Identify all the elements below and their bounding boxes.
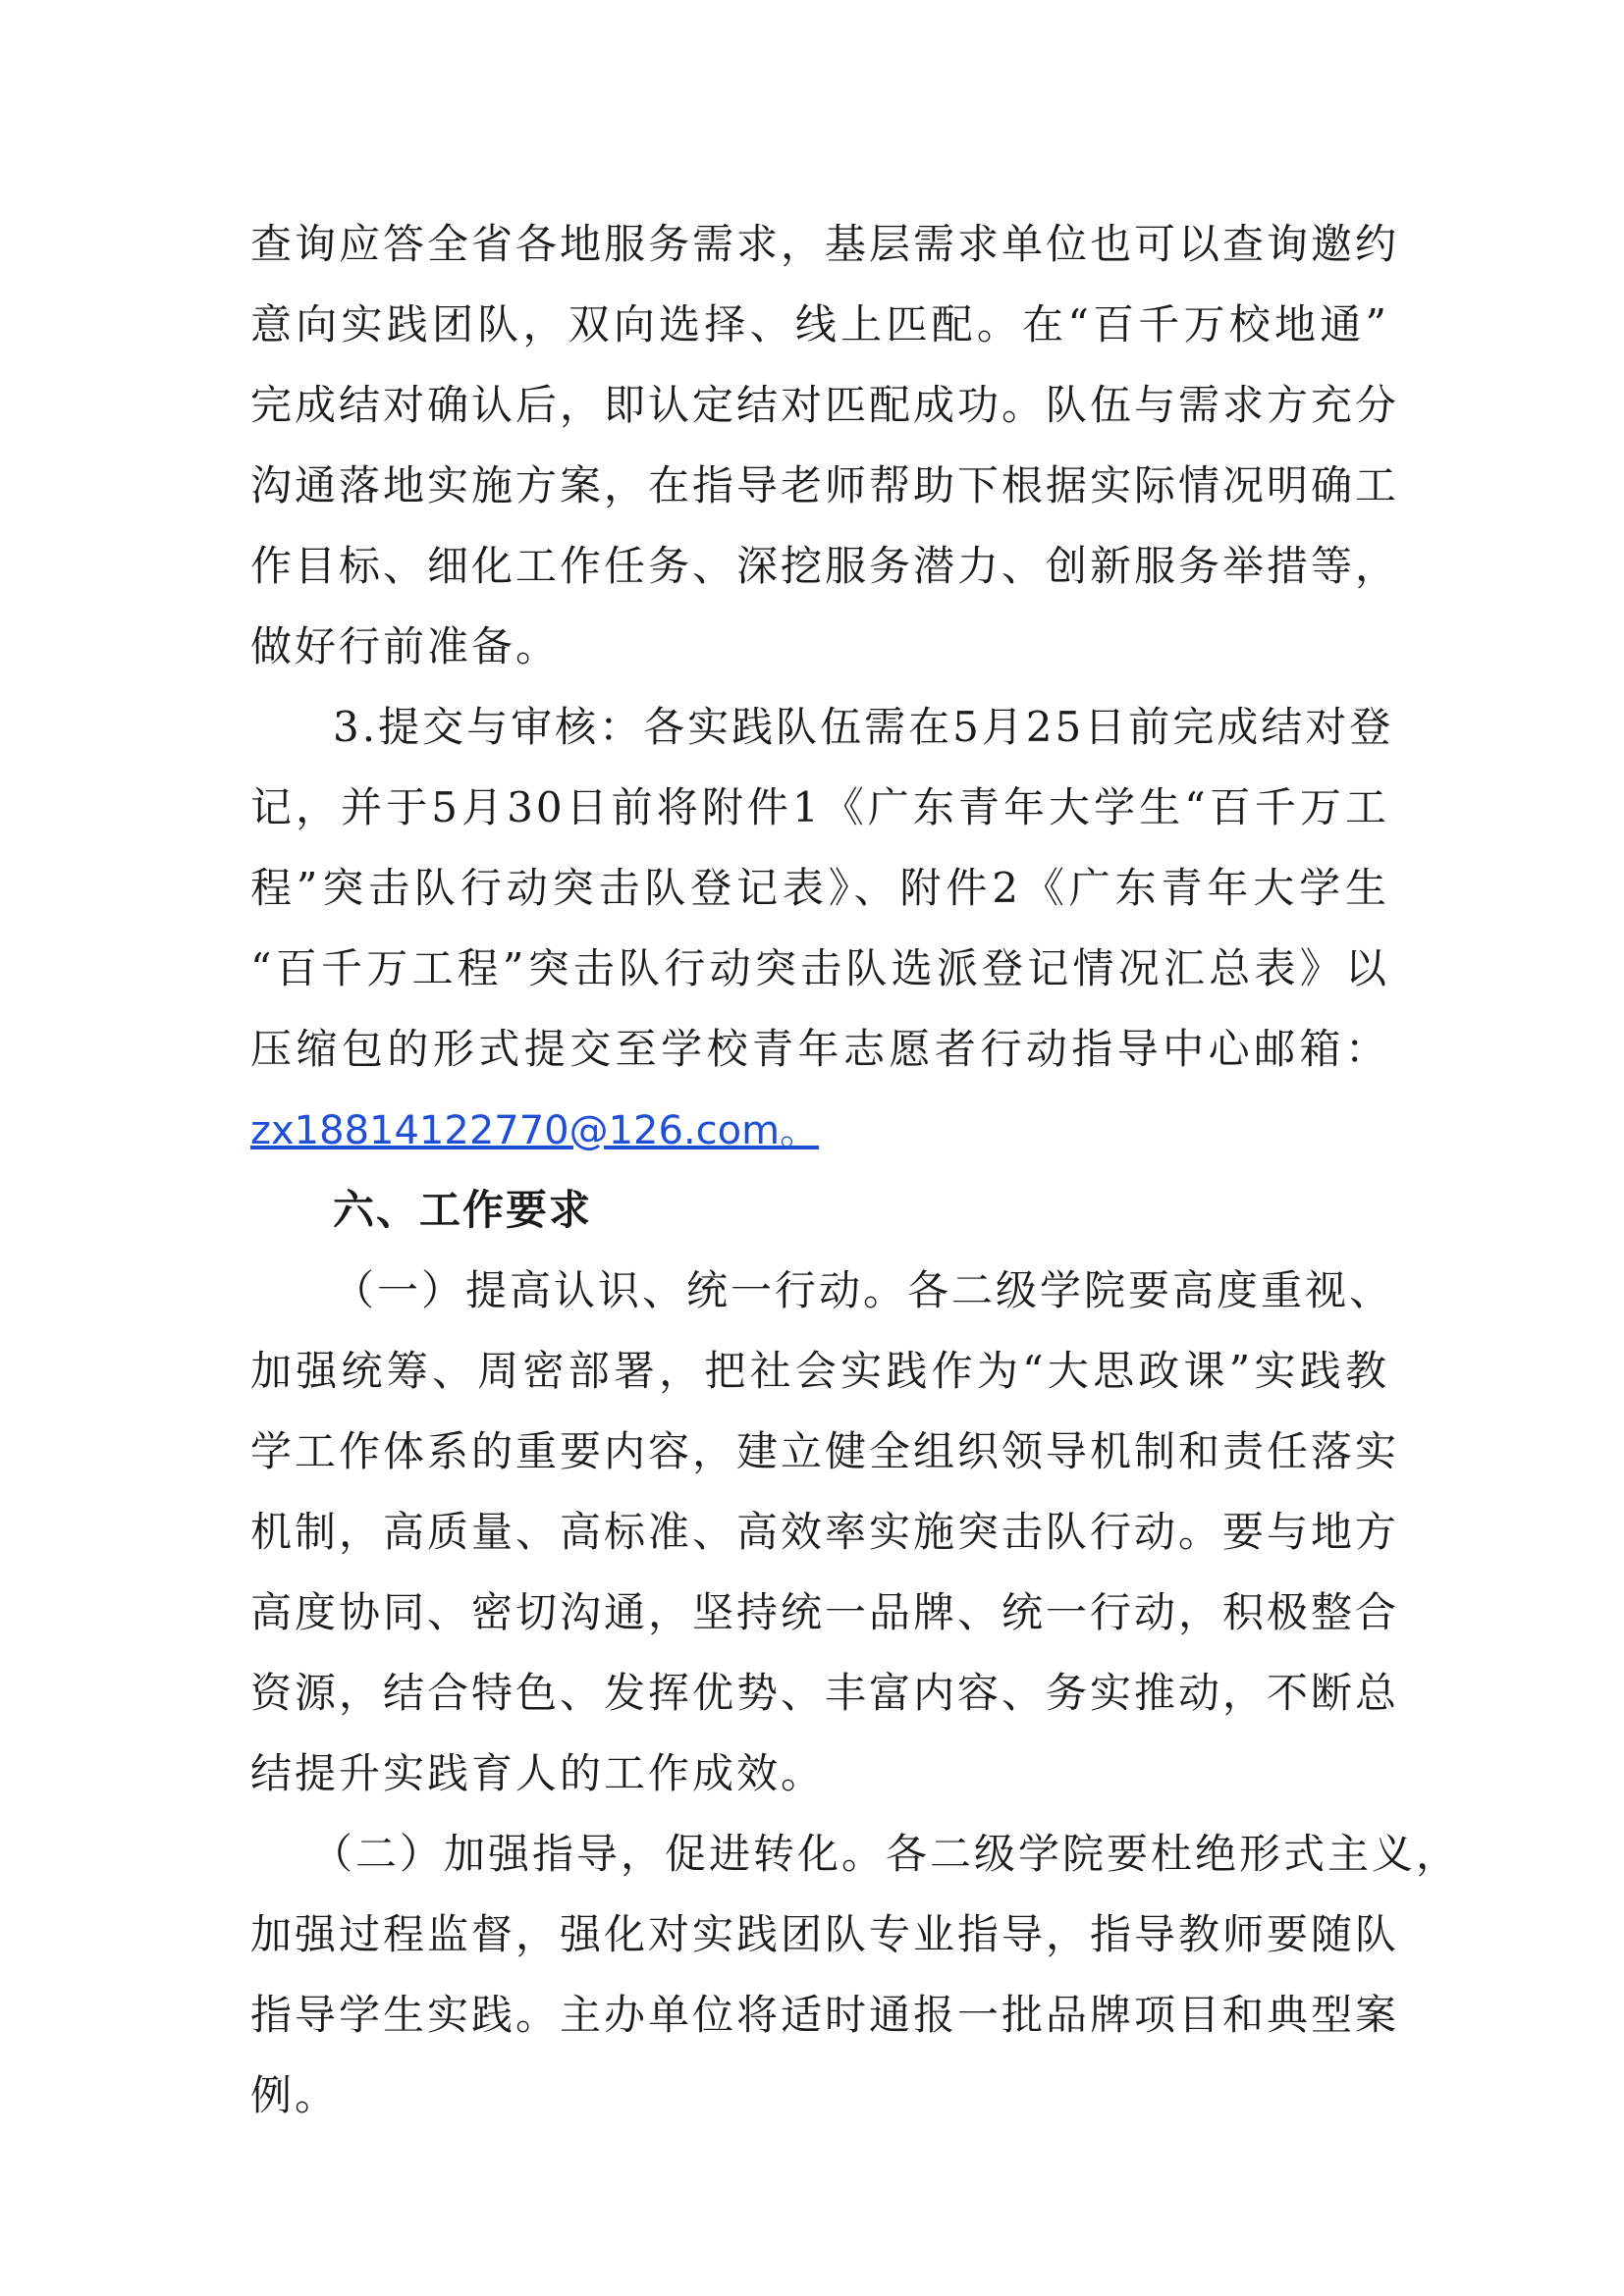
paragraph-line: 做好行前准备。 <box>250 622 561 670</box>
paragraph-line: 加强过程监督，强化对实践团队专业指导，指导教师要随队 <box>250 1910 1400 1958</box>
paragraph-line: 结提升实践育人的工作成效。 <box>250 1749 826 1797</box>
paragraph-line: （一）提高认识、统一行动。各二级学院要高度重视、 <box>333 1266 1394 1314</box>
section-heading: 六、工作要求 <box>333 1186 593 1234</box>
paragraph-line: 查询应答全省各地服务需求，基层需求单位也可以查询邀约 <box>250 220 1400 268</box>
paragraph-line: 学工作体系的重要内容，建立健全组织领导机制和责任落实 <box>250 1427 1400 1475</box>
email-row <box>250 1090 1389 1170</box>
paragraph-line: 压缩包的形式提交至学校青年志愿者行动指导中心邮箱： <box>250 1025 1389 1073</box>
paragraph-line: 记，并于5月30日前将附件1《广东青年大学生“百千万工 <box>250 783 1389 831</box>
paragraph-line: 指导学生实践。主办单位将适时通报一批品牌项目和典型案 <box>250 1991 1400 2039</box>
paragraph-line: 资源，结合特色、发挥优势、丰富内容、务实推动，不断总 <box>250 1669 1400 1717</box>
paragraph-line: 3.提交与审核：各实践队伍需在5月25日前完成结对登 <box>333 703 1394 751</box>
email-link[interactable]: zx18814122770@126.com。 <box>250 1108 820 1153</box>
paragraph-line: 作目标、细化工作任务、深挖服务潜力、创新服务举措等， <box>250 542 1400 590</box>
paragraph-line: 例。 <box>250 2071 340 2119</box>
paragraph-line: 意向实践团队，双向选择、线上匹配。在“百千万校地通” <box>250 300 1389 348</box>
paragraph-line: （二）加强指导，促进转化。各二级学院要杜绝形式主义， <box>311 1830 1461 1878</box>
paragraph-line: 机制，高质量、高标准、高效率实施突击队行动。要与地方 <box>250 1508 1400 1556</box>
paragraph-line: 程”突击队行动突击队登记表》、附件2《广东青年大学生 <box>250 864 1389 912</box>
paragraph-line: 沟通落地实施方案，在指导老师帮助下根据实际情况明确工 <box>250 461 1400 509</box>
paragraph-line: 高度协同、密切沟通，坚持统一品牌、统一行动，积极整合 <box>250 1588 1400 1636</box>
paragraph-line: 完成结对确认后，即认定结对匹配成功。队伍与需求方充分 <box>250 381 1400 429</box>
paragraph-line: 加强统筹、周密部署，把社会实践作为“大思政课”实践教 <box>250 1347 1389 1395</box>
paragraph-line: “百千万工程”突击队行动突击队选派登记情况汇总表》以 <box>250 944 1389 992</box>
